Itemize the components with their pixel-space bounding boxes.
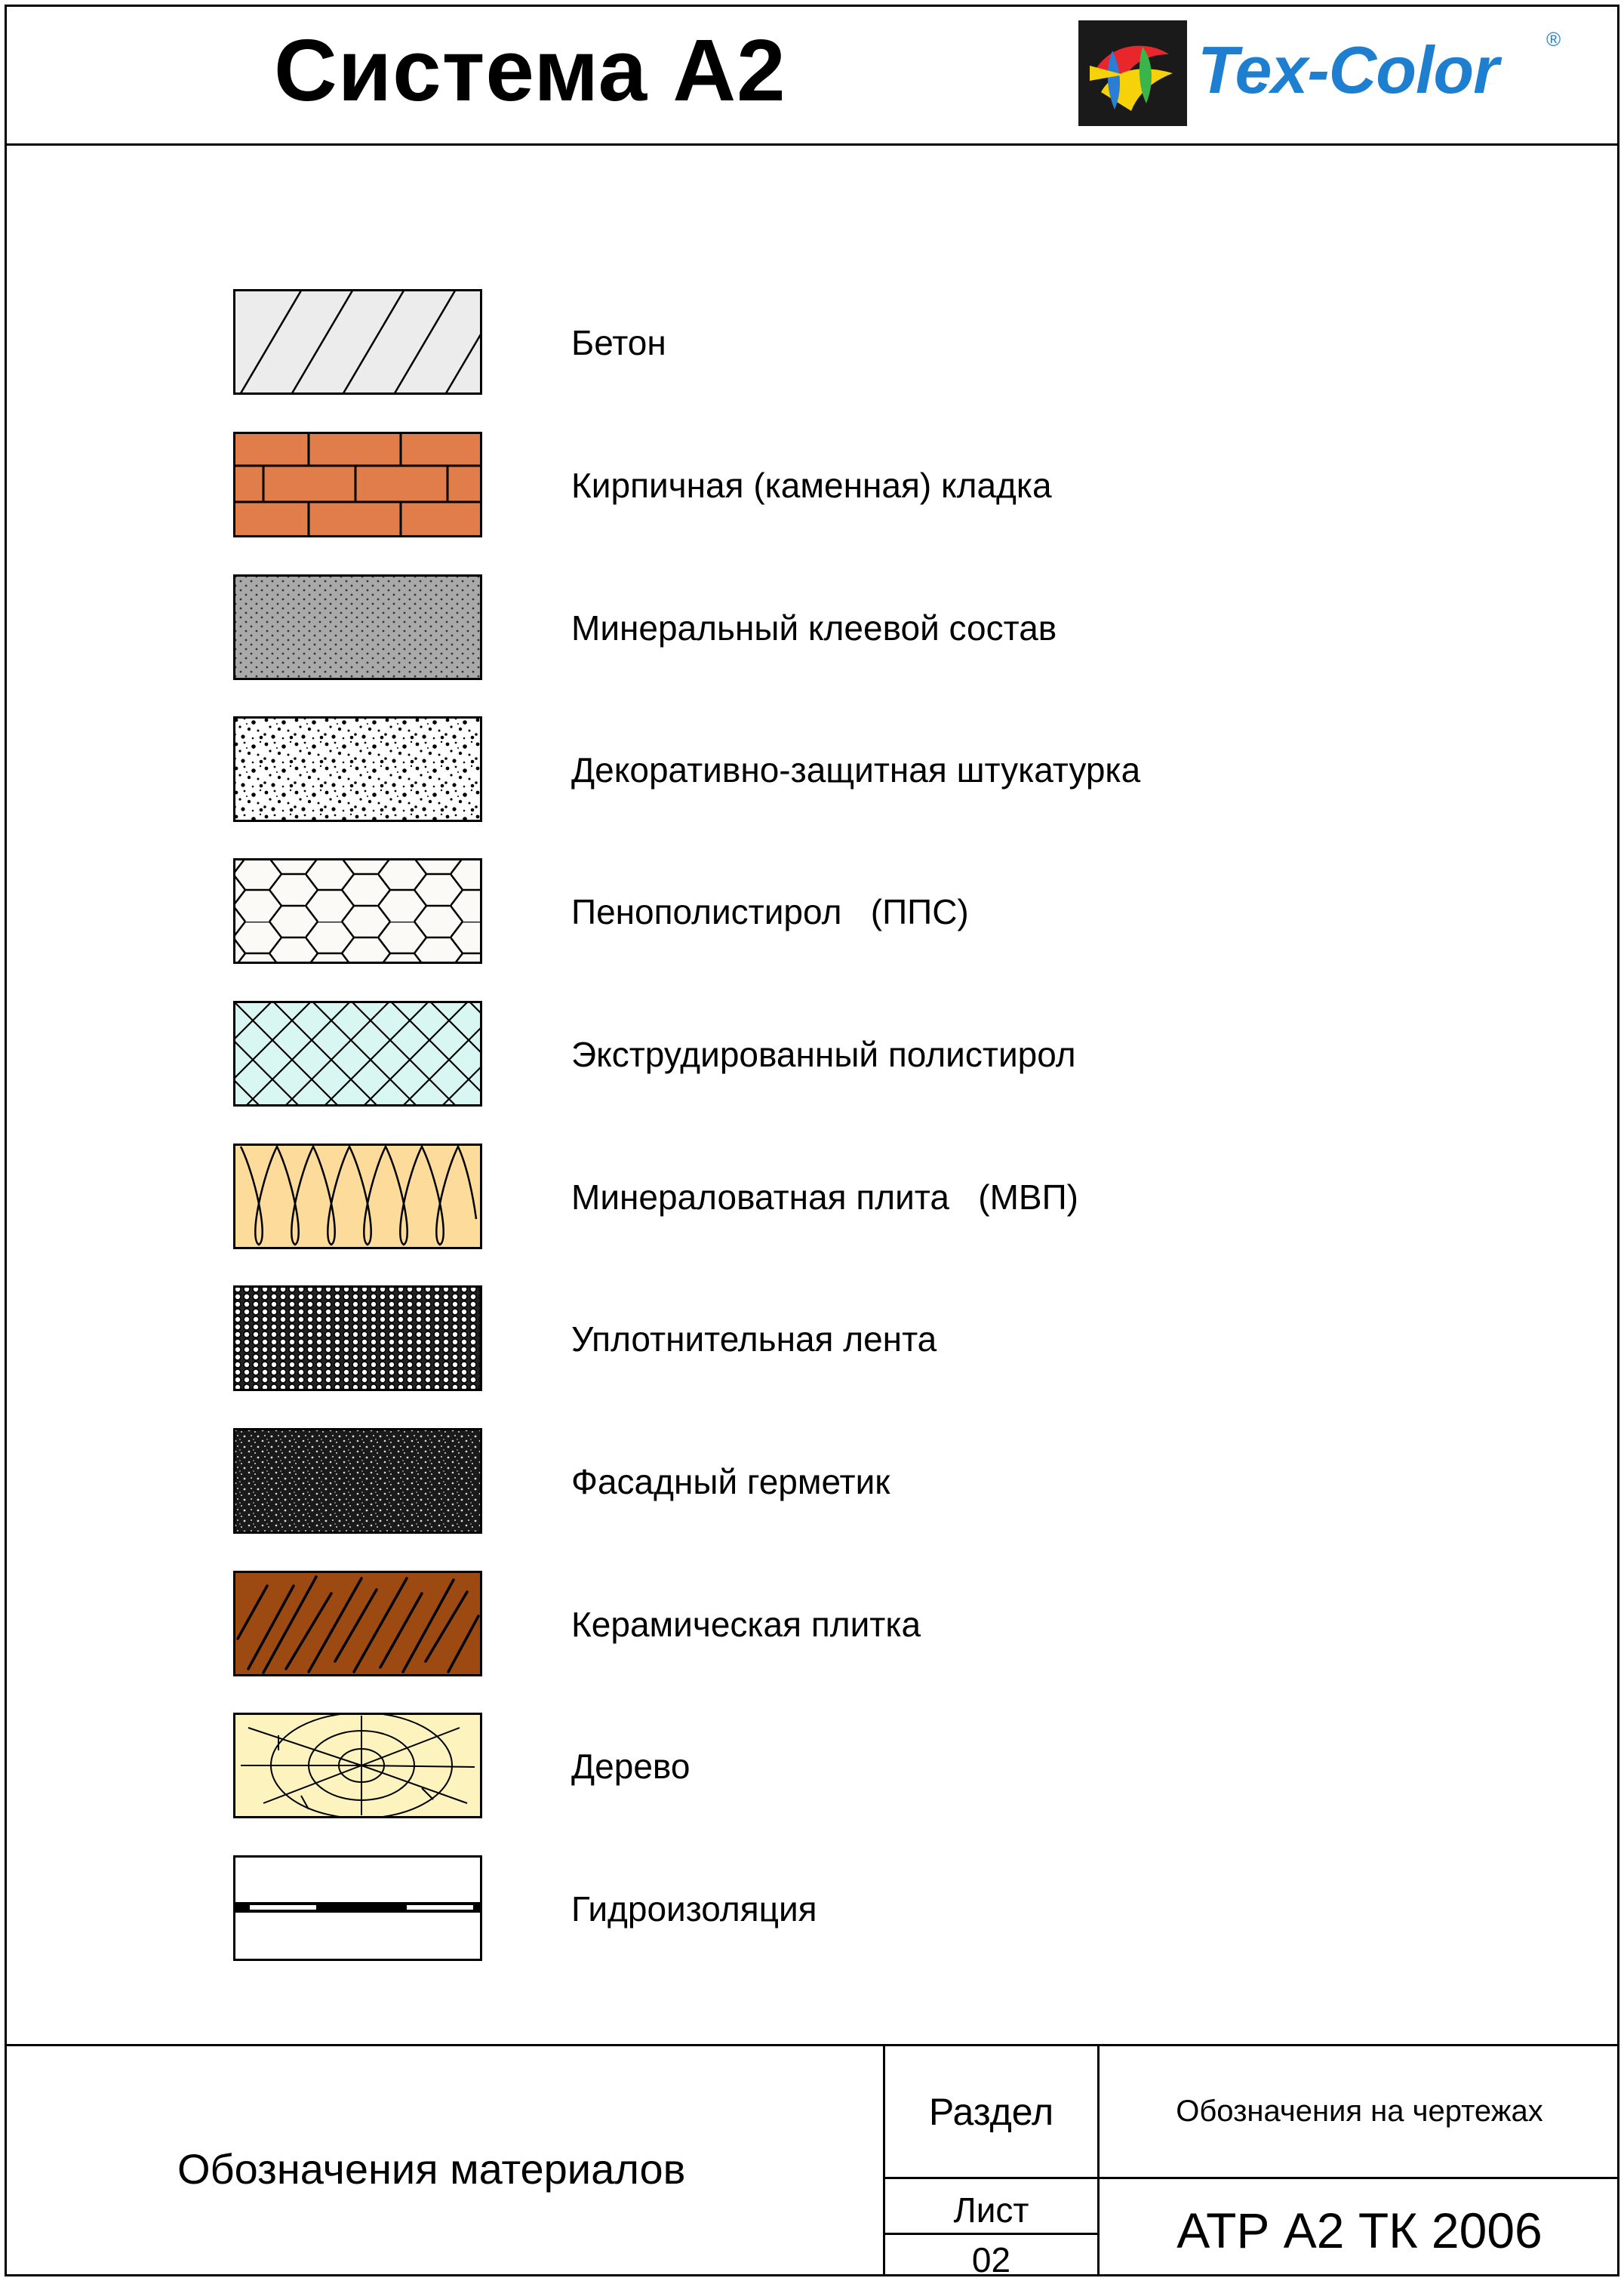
facade-sealant-swatch xyxy=(233,1428,482,1534)
brick-swatch xyxy=(233,432,482,537)
legend-label: Фасадный герметик xyxy=(571,1462,890,1501)
legend-label: Керамическая плитка xyxy=(571,1605,921,1644)
legend-label: Уплотнительная лента xyxy=(571,1319,937,1359)
legend-item xyxy=(233,289,1441,395)
wood-swatch xyxy=(233,1713,482,1818)
sheet-label-cell xyxy=(885,2179,1100,2235)
legend-item xyxy=(233,1285,1441,1391)
document-code-cell xyxy=(1100,2179,1619,2274)
legend-label: Пенополистирол (ППС) xyxy=(571,892,969,931)
legend-item xyxy=(233,716,1441,822)
concrete-swatch xyxy=(233,289,482,395)
legend-label: Бетон xyxy=(571,323,666,362)
section-value: Обозначения на чертежах xyxy=(1176,2095,1543,2128)
eps-foam-swatch xyxy=(233,858,482,964)
logo-emblem-icon xyxy=(1078,20,1187,126)
legend-label: Кирпичная (каменная) кладка xyxy=(571,466,1052,505)
header xyxy=(7,7,1617,146)
brand-name: Tex-Color xyxy=(1198,32,1499,107)
legend-label: Минераловатная плита (МВП) xyxy=(571,1177,1078,1217)
section-label-cell xyxy=(885,2046,1100,2179)
legend-item xyxy=(233,574,1441,680)
sheet-title: Обозначения материалов xyxy=(177,2145,686,2193)
section-label: Раздел xyxy=(928,2091,1054,2133)
xps-swatch xyxy=(233,1001,482,1107)
legend-label: Гидроизоляция xyxy=(571,1889,817,1929)
sheet-number: 02 xyxy=(971,2240,1011,2279)
legend-item xyxy=(233,1713,1441,1818)
decorative-plaster-swatch xyxy=(233,716,482,822)
mineral-wool-swatch xyxy=(233,1144,482,1249)
sheet-label: Лист xyxy=(953,2190,1029,2230)
legend-item xyxy=(233,1001,1441,1107)
legend-item xyxy=(233,858,1441,964)
mineral-adhesive-swatch xyxy=(233,574,482,680)
legend-item xyxy=(233,432,1441,537)
title-block xyxy=(7,2044,1617,2279)
registered-mark: ® xyxy=(1546,28,1561,51)
page-title: Система А2 xyxy=(274,21,786,119)
legend-item xyxy=(233,1855,1441,1961)
sheet-number-cell xyxy=(885,2235,1100,2279)
legend-item xyxy=(233,1428,1441,1534)
document-code: АТР А2 ТК 2006 xyxy=(1176,2203,1542,2258)
legend-item xyxy=(233,1571,1441,1676)
legend-label: Декоративно-защитная штукатурка xyxy=(571,750,1141,790)
drawing-sheet xyxy=(5,5,1619,2279)
legend-item xyxy=(233,1144,1441,1249)
section-value-cell xyxy=(1100,2046,1619,2179)
sheet-title-cell xyxy=(7,2046,885,2274)
legend-label: Экструдированный полистирол xyxy=(571,1035,1076,1074)
ceramic-tile-swatch xyxy=(233,1571,482,1676)
legend-label: Дерево xyxy=(571,1747,691,1786)
waterproofing-swatch xyxy=(233,1855,482,1961)
tex-color-logo xyxy=(1078,20,1569,129)
sealing-tape-swatch xyxy=(233,1285,482,1391)
legend-label: Минеральный клеевой состав xyxy=(571,608,1057,648)
